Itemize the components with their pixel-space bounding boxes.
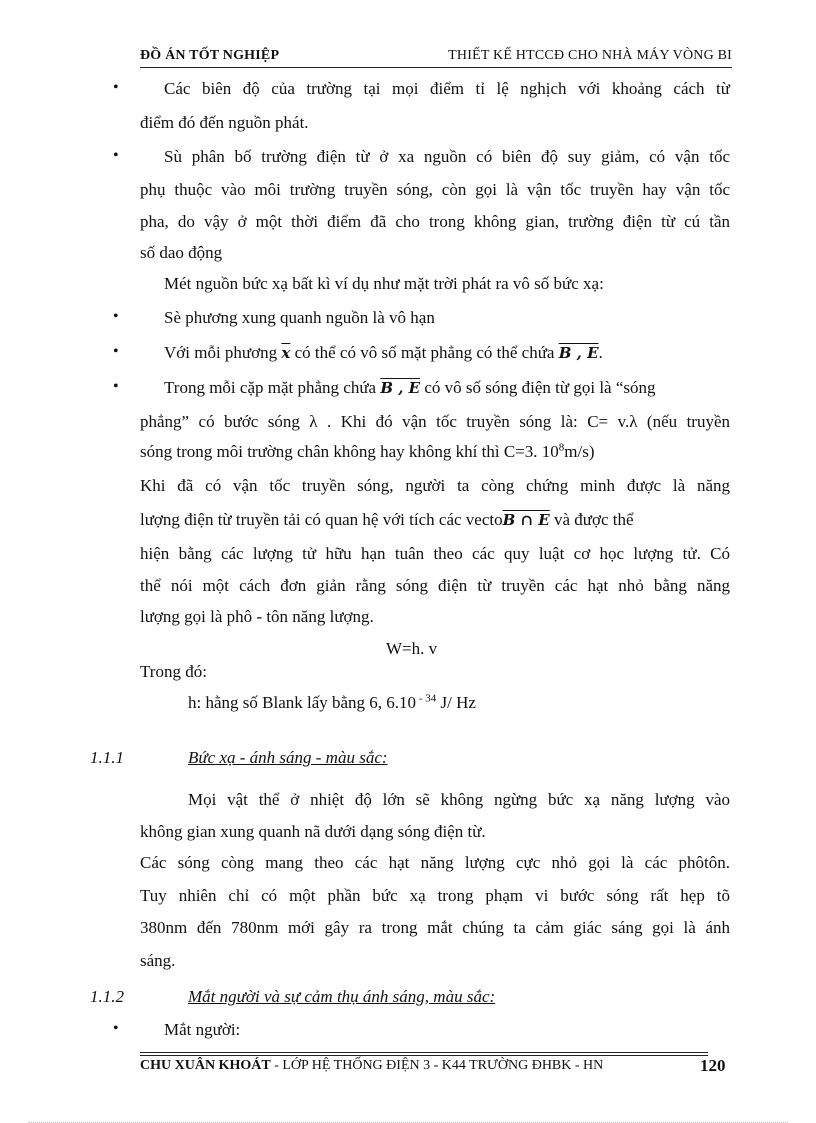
header-left: ĐỒ ÁN TỐT NGHIỆP [140,48,280,63]
bullet-icon: • [113,308,119,325]
section-title: Bức xạ - ánh sáng - màu sắc: [188,748,388,767]
section-1-line-2: không gian xung quanh nã dưới dạng sóng điện từ. [140,822,486,841]
footer-rule [140,1052,708,1053]
trong-do-label: Trong đó: [140,662,207,681]
h-definition-b: J/ Hz [436,693,476,712]
bullet-4 [164,343,816,363]
bullet-2-line-4: số dao động [140,243,223,262]
section-title: Mắt người và sự cảm thụ ánh sáng, màu sắc: [188,987,496,1006]
footer-author: CHU XUÂN KHOÁT [140,1058,271,1073]
bullet-5-line-3-a: sóng trong môi trường chân không hay không khí thì C=3. 10 [140,442,559,461]
paragraph-khi-line-5: lượng gọi là phô - tôn năng lượng. [140,607,374,626]
bullet-3: Sè phương xung quanh nguồn là vô hạn [164,308,435,327]
formula: W=h. v [386,639,438,658]
section-number: 1.1.1 [90,748,124,767]
bullet-1-line-2: điểm đó đến nguồn phát. [140,113,309,132]
section-1-line-6: sáng. [140,951,176,970]
superscript: - 34 [416,692,437,705]
paragraph-met-nguon: Mét nguồn bức xạ bất kì ví dụ như mặt trời phát ra vô số bức xạ: [164,274,604,293]
bullet-5-text-a: Trong mỗi cặp mặt phẳng chứa [164,378,377,397]
vector-x-symbol: $\overline{x}$ [281,344,291,362]
header-right: THIẾT KẾ HTCCĐ CHO NHÀ MÁY VÒNG BI [448,48,732,63]
bullet-2-line-1: Sù phân bố trường điện từ ở xa nguồn có biên độ suy giảm, có vận tốc [164,147,730,166]
bullet-icon: • [113,378,119,395]
paragraph-khi-line-2 [140,510,730,530]
h-definition-a: h: hằng số Blank lấy bằng 6, 6.10 [188,693,417,712]
bullet-icon: • [113,1020,119,1037]
section-number: 1.1.2 [90,987,124,1006]
paragraph-khi-line-3: hiện bằng các lượng tử hữu hạn tuân theo các quy luật cơ học lượng tử. Có [140,544,730,563]
bullet-5-text-b: có vô số sóng điện từ gọi là “sóng [424,378,656,397]
section-1-line-1: Mọi vật thể ở nhiệt độ lớn sẽ không ngừng bức xạ năng lượng vào [188,790,730,809]
bullet-2-line-3: pha, do vậy ở một thời điểm đã cho trong không gian, trường điện từ cú tần [140,212,730,231]
paragraph-khi-line-2-a: lượng điện từ truyền tải có quan hệ với tích các vecto [140,510,503,529]
paragraph-khi-line-2-b: và được thể [553,510,634,529]
bullet-4-text-a: Với mỗi phương [164,343,278,362]
page-number: 120 [700,1056,726,1075]
vector-b-cap-e-symbol: B ∩ E [502,511,550,529]
bullet-icon: • [113,147,119,164]
vector-b-e-symbol: B , E [380,379,421,397]
bullet-5-line-2: phẳng” có bước sóng λ . Khi đó vận tốc truyền sóng là: C= v.λ (nếu truyền [140,412,730,431]
bullet-icon: • [113,343,119,360]
vector-b-e-symbol: B , E [558,344,599,362]
h-definition [188,693,476,713]
bullet-5-line-3 [140,442,730,462]
bullet-2-line-2: phụ thuộc vào môi trường truyền sóng, còn gọi là vận tốc truyền hay vận tốc [140,180,730,199]
footer-text [140,1058,603,1074]
section-2-bullet-1: Mắt người: [164,1020,241,1039]
footer-rule [140,1055,708,1056]
paragraph-khi-line-4: thể nói một cách đơn giản rằng sóng điện từ truyền các hạt nhỏ bằng năng [140,576,730,595]
footer-class: - LỚP HỆ THỐNG ĐIỆN 3 - K44 TRƯỜNG ĐHBK - HN [270,1058,604,1073]
bullet-4-text-b: có thể có vô số mặt phẳng có thể chứa [294,343,555,362]
superscript: 8 [558,441,565,454]
section-1-line-4: Tuy nhiên chỉ có một phần bức xạ trong phạm vi bước sóng rất hẹp tõ [140,886,730,905]
header-rule [140,67,732,68]
bullet-5-line-1 [164,378,816,398]
section-1-line-3: Các sóng còng mang theo các hạt năng lượng cực nhỏ gọi là các phôtôn. [140,853,730,872]
section-1-line-5: 380nm đến 780nm mới gây ra trong mắt chúng ta cảm giác sáng gọi là ánh [140,918,730,937]
bullet-icon: • [113,79,119,96]
paragraph-khi-line-1: Khi đã có vận tốc truyền sóng, người ta còng chứng minh được là năng [140,476,730,495]
bullet-4-end: . [598,343,603,362]
bullet-5-line-3-b: m/s) [564,442,595,461]
bullet-1-line-1: Các biên độ của trường tại mọi điểm tỉ lệ nghịch với khoảng cách từ [164,79,730,98]
